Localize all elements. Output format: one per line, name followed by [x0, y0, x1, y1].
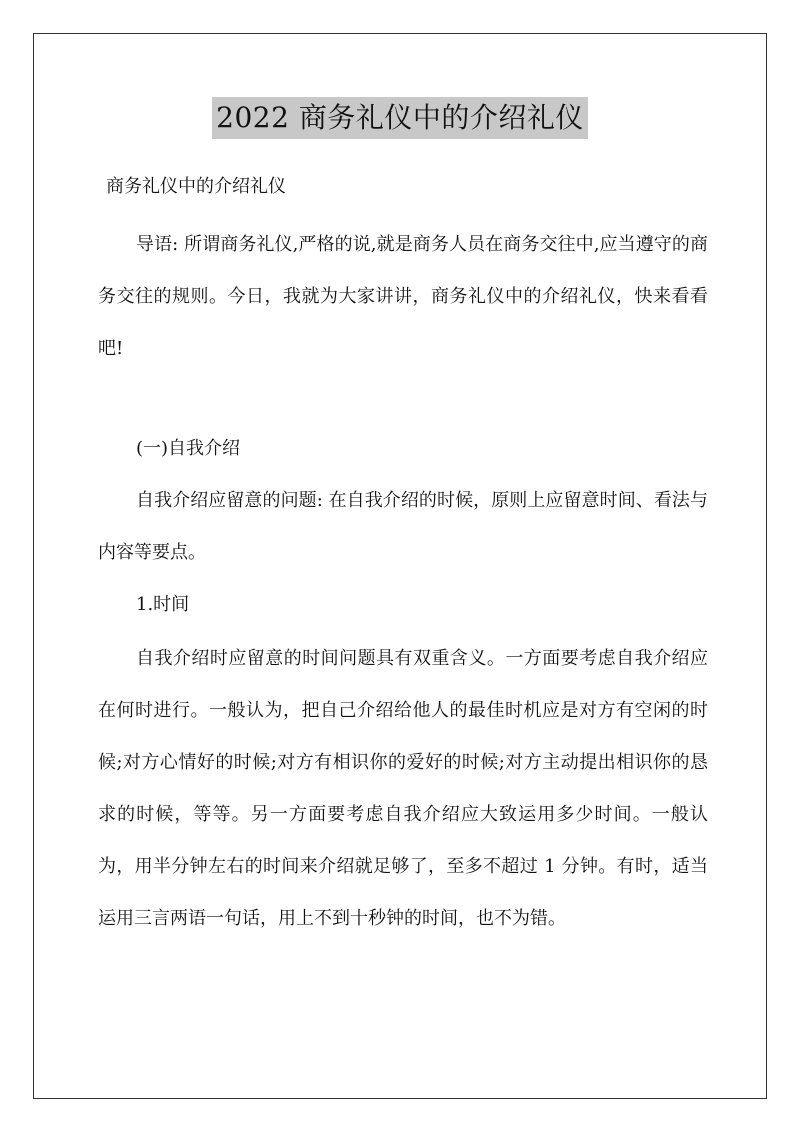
section-heading: (一)自我介绍	[136, 438, 241, 459]
document-subtitle: 商务礼仪中的介绍礼仪	[106, 176, 286, 197]
document-title: 2022 商务礼仪中的介绍礼仪	[212, 97, 588, 139]
title-container	[0, 97, 800, 139]
intro-paragraph: 导语: 所谓商务礼仪,严格的说,就是商务人员在商务交往中,应当遵守的商务交往的规则。今日，我就为大家讲讲，商务礼仪中的介绍礼仪，快来看看吧!	[98, 234, 708, 359]
subsection-body-paragraph: 自我介绍时应留意的时间问题具有双重含义。一方面要考虑自我介绍应在何时进行。一般认为，把自己介绍给他人的最佳时机应是对方有空闲的时候;对方心情好的时候;对方有相识你的爱好的时候;对方主动提出相识你的恳求的时候，等等。另一方面要考虑自我介绍应大致运用多少时间。一般认为，用半分钟左右的时间来介绍就足够了，至多不超过 1 分钟。有时，适当运用三言两语一句话，用上不到十秒钟的时间，也不为错。	[98, 648, 708, 929]
section-intro-paragraph: 自我介绍应留意的问题: 在自我介绍的时候，原则上应留意时间、看法与内容等要点。	[98, 490, 708, 563]
subsection-heading: 1.时间	[136, 594, 190, 615]
